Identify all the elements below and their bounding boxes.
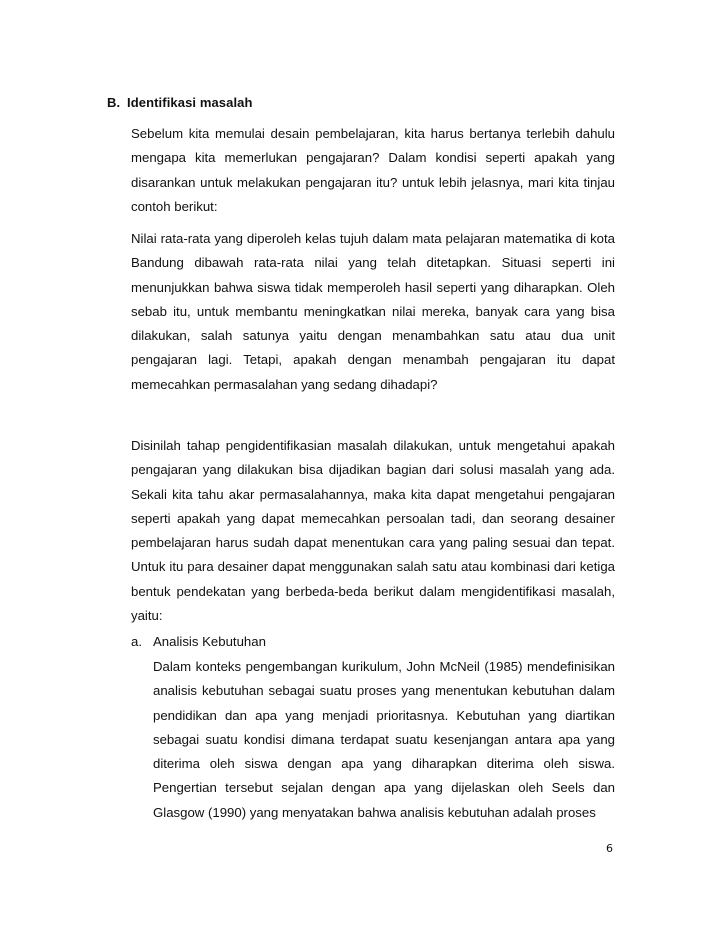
section-letter: B. bbox=[107, 95, 121, 110]
paragraph-needs-analysis: Dalam konteks pengembangan kurikulum, John McNeil (1985) mendefinisikan analisis kebutuhan sebagai suatu proses yang menentukan kebutuhan dalam pendidikan dan apa yang menjadi prioritasnya. Kebutuhan yang diartikan sebagai suatu kondisi dimana terdapat suatu kesenjangan antara apa yang diterima oleh siswa dengan apa yang diharapkan diterima oleh siswa. Pengertian tersebut sejalan dengan apa yang dijelaskan oleh Seels dan Glasgow (1990) yang menyatakan bahwa analisis kebutuhan adalah proses bbox=[153, 659, 615, 820]
section-title: Identifikasi masalah bbox=[127, 95, 253, 110]
subsection-title: Analisis Kebutuhan bbox=[153, 634, 266, 649]
subsection-heading bbox=[131, 634, 266, 649]
section-heading bbox=[107, 95, 253, 110]
paragraph-intro: Sebelum kita memulai desain pembelajaran, kita harus bertanya terlebih dahulu mengapa kita memerlukan pengajaran? Dalam kondisi seperti apakah yang disarankan untuk melakukan pengajaran itu? untuk lebih jelasnya, mari kita tinjau contoh berikut: bbox=[131, 126, 615, 214]
page-number: 6 bbox=[606, 842, 613, 855]
paragraph-identification: Disinilah tahap pengidentifikasian masalah dilakukan, untuk mengetahui apakah pengajaran yang dilakukan bisa dijadikan bagian dari solusi masalah yang ada. Sekali kita tahu akar permasalahannya, maka kita dapat mengetahui pengajaran seperti apakah yang dapat memecahkan persoalan tadi, dan seorang desainer pembelajaran harus sudah dapat menentukan cara yang paling sesuai dan tepat. Untuk itu para desainer dapat menggunakan salah satu atau kombinasi dari ketiga bentuk pendekatan yang berbeda-beda berikut dalam mengidentifikasi masalah, yaitu: bbox=[131, 438, 615, 624]
paragraph-example: Nilai rata-rata yang diperoleh kelas tujuh dalam mata pelajaran matematika di kota Bandung dibawah rata-rata nilai yang telah ditetapkan. Situasi seperti ini menunjukkan bahwa siswa tidak memperoleh hasil seperti yang diharapkan. Oleh sebab itu, untuk membantu meningkatkan nilai mereka, banyak cara yang bisa dilakukan, salah satunya yaitu dengan menambahkan satu atau dua unit pengajaran lagi. Tetapi, apakah dengan menambah pengajaran itu dapat memecahkan permasalahan yang sedang dihadapi? bbox=[131, 231, 615, 392]
subsection-letter: a. bbox=[131, 634, 142, 649]
